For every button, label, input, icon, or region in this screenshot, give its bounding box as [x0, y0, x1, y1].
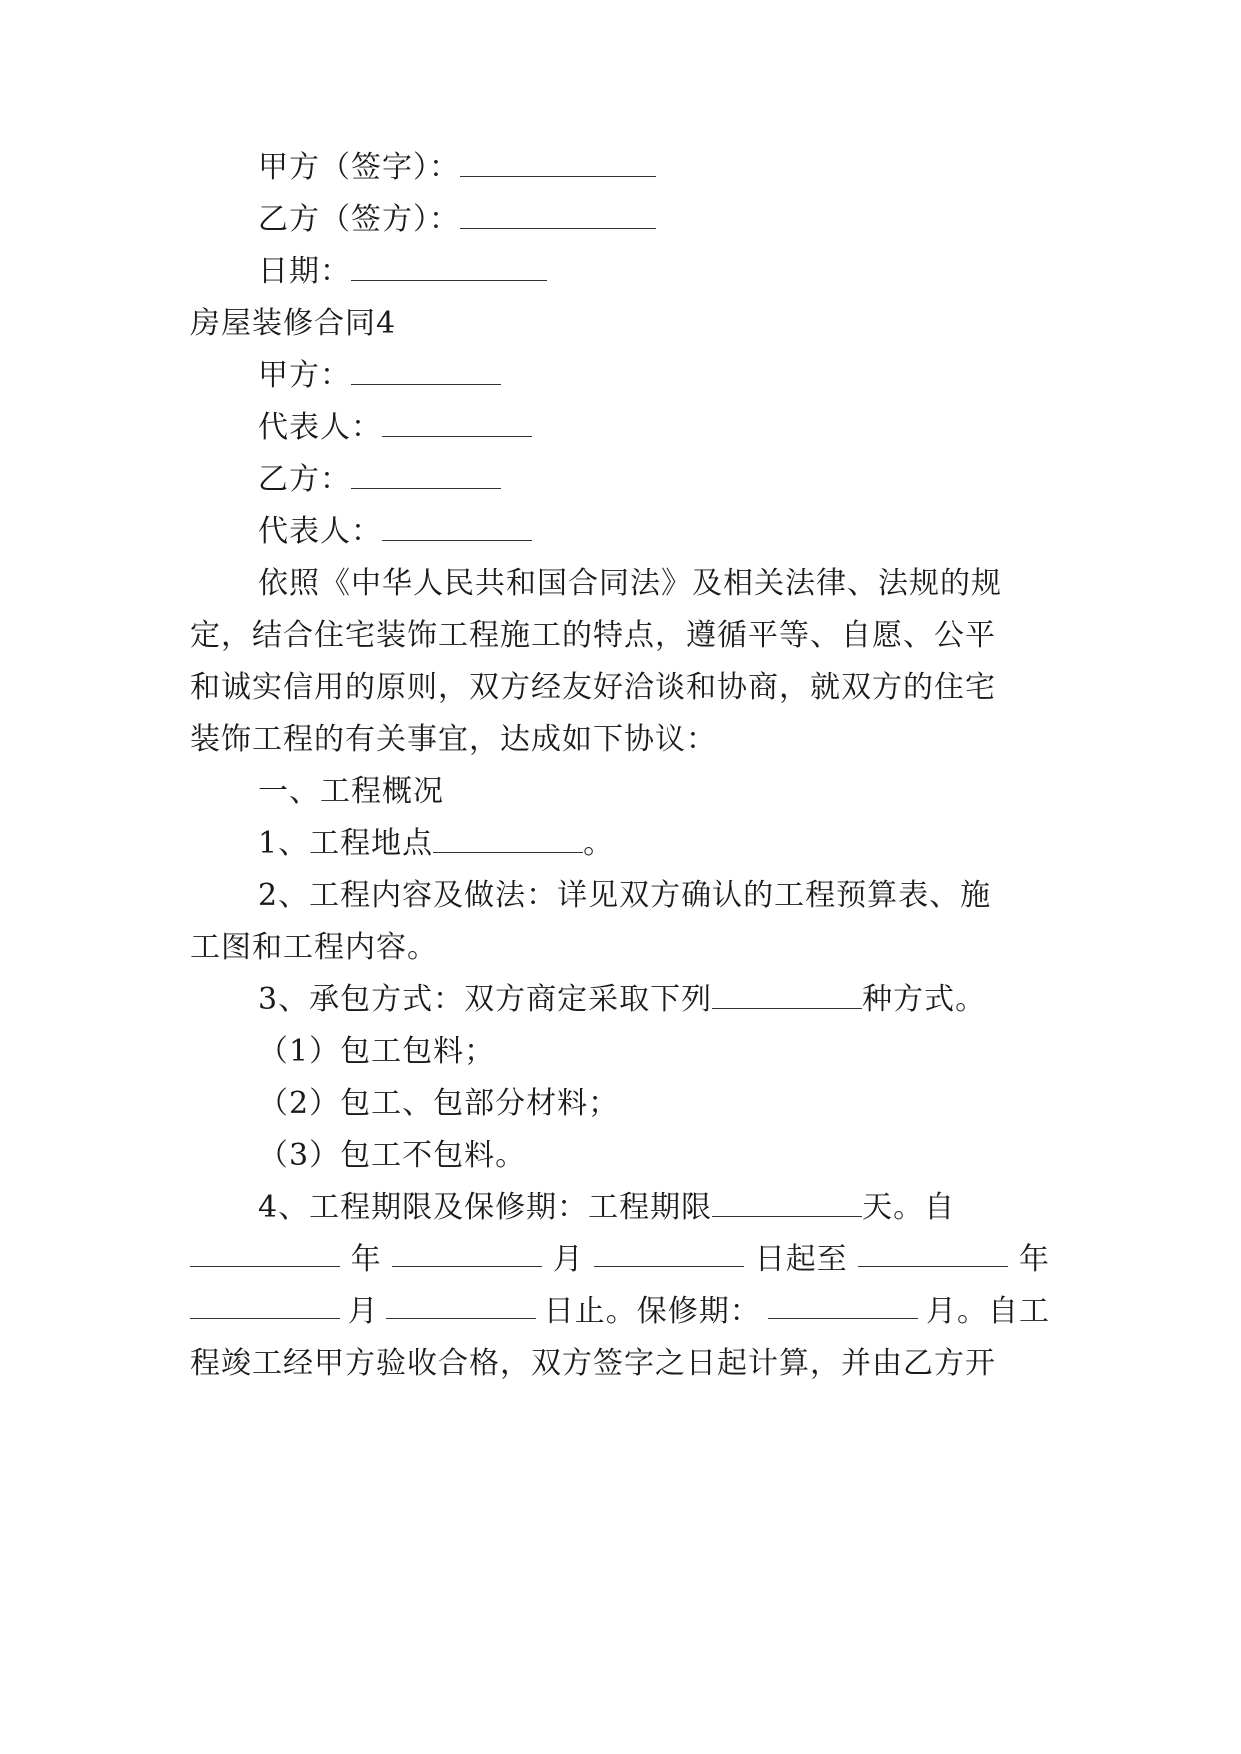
item-3-suffix: 种方式。 [862, 982, 987, 1017]
signature-party-a-label: 甲方（签字）： [258, 150, 460, 185]
party-b-blank [351, 462, 501, 489]
signature-party-b-blank [460, 202, 656, 229]
item-1-prefix: 1、工程地点 [258, 826, 434, 861]
item-3-blank [712, 982, 862, 1009]
rep-b-line [0, 512, 1241, 552]
item-3-prefix: 3、承包方式：双方商定采取下列 [258, 982, 713, 1017]
signature-party-b-label: 乙方（签方）： [258, 202, 460, 237]
rep-a-line [0, 408, 1241, 448]
rep-b-label: 代表人： [258, 514, 382, 549]
party-b-line [0, 460, 1241, 500]
start-year-label: 年 [350, 1242, 382, 1277]
item-1-suffix: 。 [583, 826, 615, 861]
end-month-blank [190, 1292, 340, 1319]
end-year-blank [858, 1240, 1008, 1267]
item-4-line-3 [190, 1292, 1050, 1332]
item-1 [0, 824, 1241, 864]
end-year-label: 年 [1018, 1242, 1050, 1277]
signature-party-b [0, 200, 1241, 240]
signature-date [0, 252, 1241, 292]
section-1-title: 一、工程概况 [258, 774, 444, 809]
item-4-line-4: 程竣工经甲方验收合格，双方签字之日起计算，并由乙方开 [190, 1346, 996, 1381]
party-b-label: 乙方： [258, 462, 351, 497]
item-1-blank [433, 826, 583, 853]
item-3 [0, 980, 1241, 1020]
end-month-label: 月 [347, 1294, 379, 1329]
item-2-line-1: 2、工程内容及做法：详见双方确认的工程预算表、施 [258, 878, 992, 913]
item-4-line-1 [0, 1188, 1241, 1228]
warranty-months-label: 月。自工 [925, 1294, 1050, 1329]
signature-date-label: 日期： [258, 254, 351, 289]
item-4-line-2 [190, 1240, 1050, 1280]
item-4-prefix: 4、工程期限及保修期：工程期限 [258, 1190, 713, 1225]
end-day-blank [386, 1292, 536, 1319]
end-day-label: 日止。保修期： [543, 1294, 761, 1329]
item-4-days-blank [712, 1190, 862, 1217]
preamble-line-4: 装饰工程的有关事宜，达成如下协议： [190, 722, 717, 757]
signature-party-a [0, 148, 1241, 188]
option-3: （3）包工不包料。 [258, 1138, 527, 1173]
preamble-line-1: 依照《中华人民共和国合同法》及相关法律、法规的规 [258, 566, 1002, 601]
start-month-label: 月 [552, 1242, 584, 1277]
option-1: （1）包工包料； [258, 1034, 496, 1069]
start-month-blank [392, 1240, 542, 1267]
party-a-line [0, 356, 1241, 396]
item-2-line-2: 工图和工程内容。 [190, 930, 438, 965]
item-4-days: 天。自 [862, 1190, 956, 1225]
party-a-label: 甲方： [258, 358, 351, 393]
contract-heading: 房屋装修合同4 [190, 306, 397, 341]
rep-b-blank [382, 514, 532, 541]
start-day-label: 日起至 [754, 1242, 848, 1277]
start-year-blank [190, 1240, 340, 1267]
warranty-months-blank [768, 1292, 918, 1319]
rep-a-blank [382, 410, 532, 437]
preamble-line-2: 定，结合住宅装饰工程施工的特点，遵循平等、自愿、公平 [190, 618, 996, 653]
start-day-blank [594, 1240, 744, 1267]
preamble-line-3: 和诚实信用的原则，双方经友好洽谈和协商，就双方的住宅 [190, 670, 996, 705]
party-a-blank [351, 358, 501, 385]
option-2: （2）包工、包部分材料； [258, 1086, 620, 1121]
signature-party-a-blank [460, 150, 656, 177]
signature-date-blank [351, 254, 547, 281]
rep-a-label: 代表人： [258, 410, 382, 445]
